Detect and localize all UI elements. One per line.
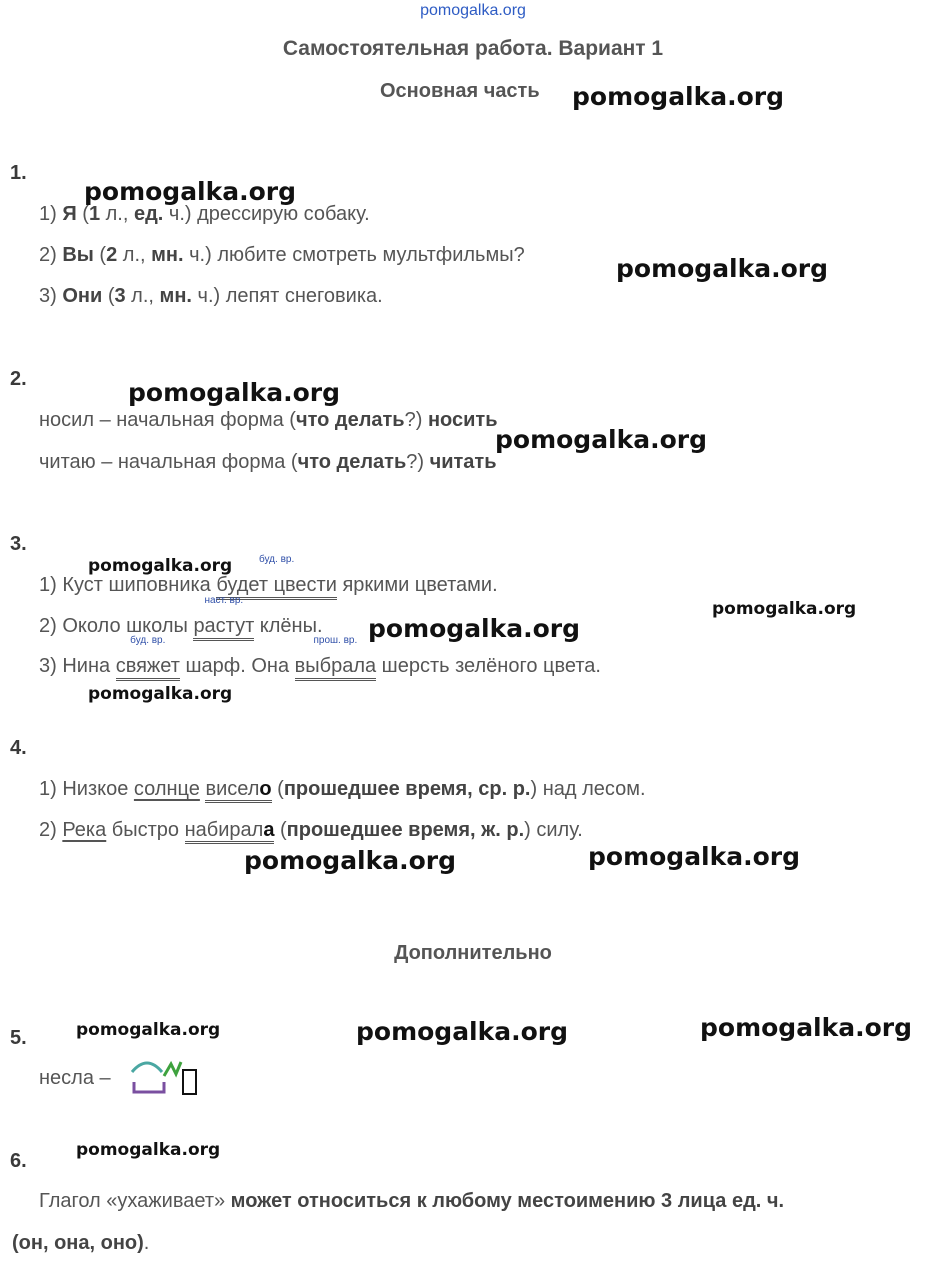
task-3-number: 3. [10, 533, 27, 555]
task-4-number: 4. [10, 737, 27, 759]
watermark: pomogalka.org [128, 378, 341, 407]
watermark: pomogalka.org [495, 425, 708, 454]
task-1-line-2: 2) Вы (2 л., мн. ч.) любите смотреть мультфильмы? [39, 244, 525, 266]
subject-sun: солнце [133, 778, 200, 800]
suffix-mark-icon [164, 1062, 181, 1076]
task-4-line-1: 1) Низкое солнце висело (прошедшее время, ср. р.) над лесом. [39, 778, 646, 801]
predicate-chose: прош. вр. выбрала [295, 655, 377, 681]
task-1-line-3: 3) Они (3 л., мн. ч.) лепят снеговика. [39, 285, 383, 307]
task-2-line-1: носил – начальная форма (что делать?) носить [39, 409, 498, 431]
task-6-line-1: Глагол «ухаживает» может относиться к любому местоимению 3 лица ед. ч. [39, 1190, 785, 1212]
watermark: pomogalka.org [712, 599, 857, 619]
tense-label: наст. вр. [204, 595, 244, 606]
tense-label: буд. вр. [259, 554, 295, 565]
ending-box-icon [183, 1070, 196, 1094]
watermark: pomogalka.org [700, 1013, 913, 1042]
task-5-word: несла – [39, 1067, 111, 1089]
tense-label: прош. вр. [313, 635, 358, 646]
root-arc-icon [132, 1063, 162, 1072]
task-2-line-2: читаю – начальная форма (что делать?) читать [39, 451, 497, 473]
watermark: pomogalka.org [76, 1020, 221, 1040]
watermark: pomogalka.org [244, 846, 457, 875]
predicate-will-bloom: буд. вр. будет цвести [216, 574, 337, 600]
section-main-title: Основная часть [380, 80, 540, 102]
watermark: pomogalka.org [84, 177, 297, 206]
predicate-hung: висело [205, 778, 271, 803]
task-3-line-1: 1) Куст шиповника буд. вр. будет цвести яркими цветами. [39, 574, 498, 600]
watermark: pomogalka.org [616, 254, 829, 283]
page-title: Самостоятельная работа. Вариант 1 [282, 37, 664, 60]
predicate-will-knit: буд. вр. свяжет [116, 655, 180, 681]
watermark: pomogalka.org [356, 1017, 569, 1046]
watermark: pomogalka.org [572, 82, 785, 111]
subject-river: Река [62, 819, 107, 841]
tense-label: буд. вр. [130, 635, 166, 646]
task-4-line-2: 2) Река быстро набирала (прошедшее время, ж. р.) силу. [39, 819, 583, 842]
watermark: pomogalka.org [588, 842, 801, 871]
task-1-number: 1. [10, 162, 27, 184]
task-5-number: 5. [10, 1027, 27, 1049]
word-morphemic-parse-diagram [128, 1052, 200, 1098]
task-3-line-2: 2) Около школы наст. вр. растут клёны. [39, 615, 323, 641]
watermark: pomogalka.org [76, 1140, 221, 1160]
watermark: pomogalka.org [368, 614, 581, 643]
task-6-number: 6. [10, 1150, 27, 1172]
predicate-gathered: набирала [185, 819, 275, 844]
watermark: pomogalka.org [88, 556, 233, 576]
base-bracket-icon [134, 1082, 164, 1092]
section-extra-title: Дополнительно [394, 942, 552, 964]
site-header-link[interactable]: pomogalka.org [420, 2, 526, 19]
task-1-line-1: 1) Я (1 л., ед. ч.) дрессирую собаку. [39, 203, 370, 225]
watermark: pomogalka.org [88, 684, 233, 704]
predicate-grow: наст. вр. растут [193, 615, 254, 641]
task-6-line-2: (он, она, оно). [12, 1232, 150, 1254]
task-3-line-3: 3) Нина буд. вр. свяжет шарф. Она прош. вр. выбрала шерсть зелёного цвета. [39, 655, 601, 681]
task-2-number: 2. [10, 368, 27, 390]
